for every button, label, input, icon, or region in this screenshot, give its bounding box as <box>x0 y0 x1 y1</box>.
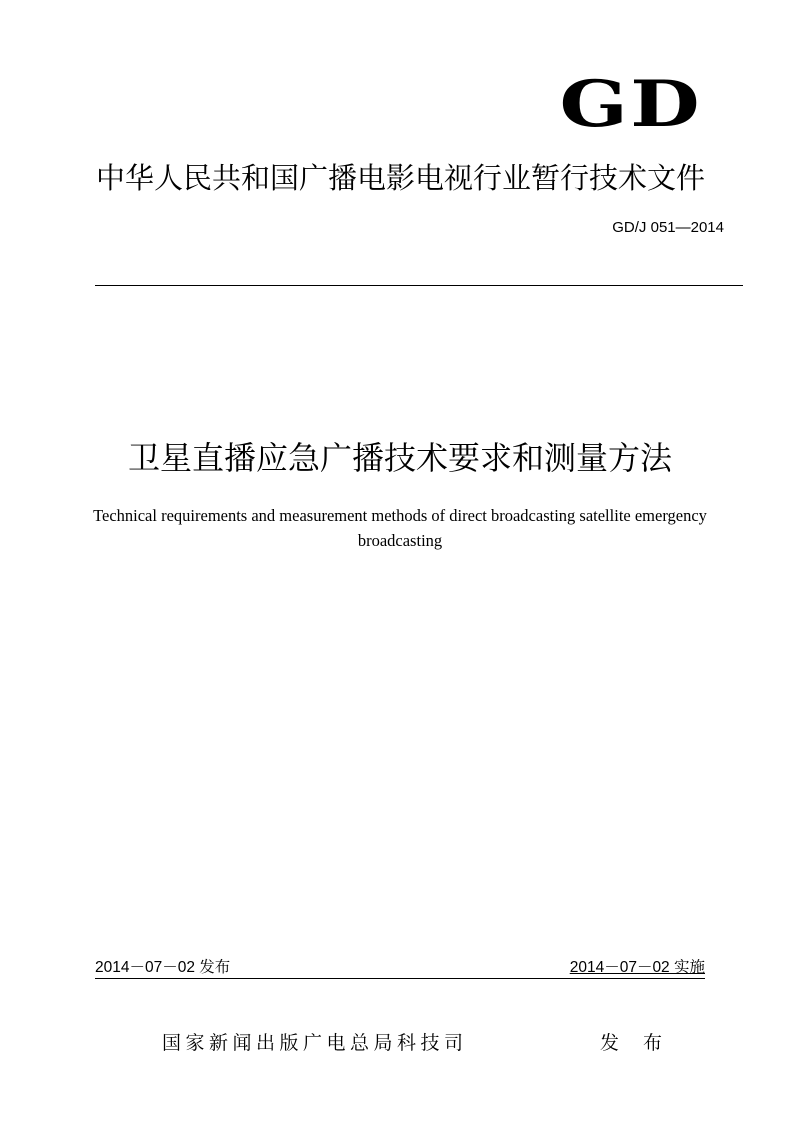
date-row <box>95 957 705 979</box>
publisher-name: 国家新闻出版广电总局科技司 <box>162 1032 468 1054</box>
date-divider <box>95 978 705 979</box>
header-divider <box>95 285 743 286</box>
issue-date: 2014－07－02 发布 <box>95 959 231 976</box>
implementation-date: 2014－07－02 实施 <box>569 959 705 976</box>
document-type-heading: 中华人民共和国广播电影电视行业暂行技术文件 <box>96 161 706 195</box>
document-title-chinese: 卫星直播应急广播技术要求和测量方法 <box>127 439 672 477</box>
document-code: GD/J 051—2014 <box>612 219 724 236</box>
document-title-english: Technical requirements and measurement methods of direct broadcasting satellite emergency broadcasting <box>93 506 707 550</box>
publish-label: 发 布 <box>600 1032 672 1054</box>
gd-logo: GD <box>559 67 702 142</box>
